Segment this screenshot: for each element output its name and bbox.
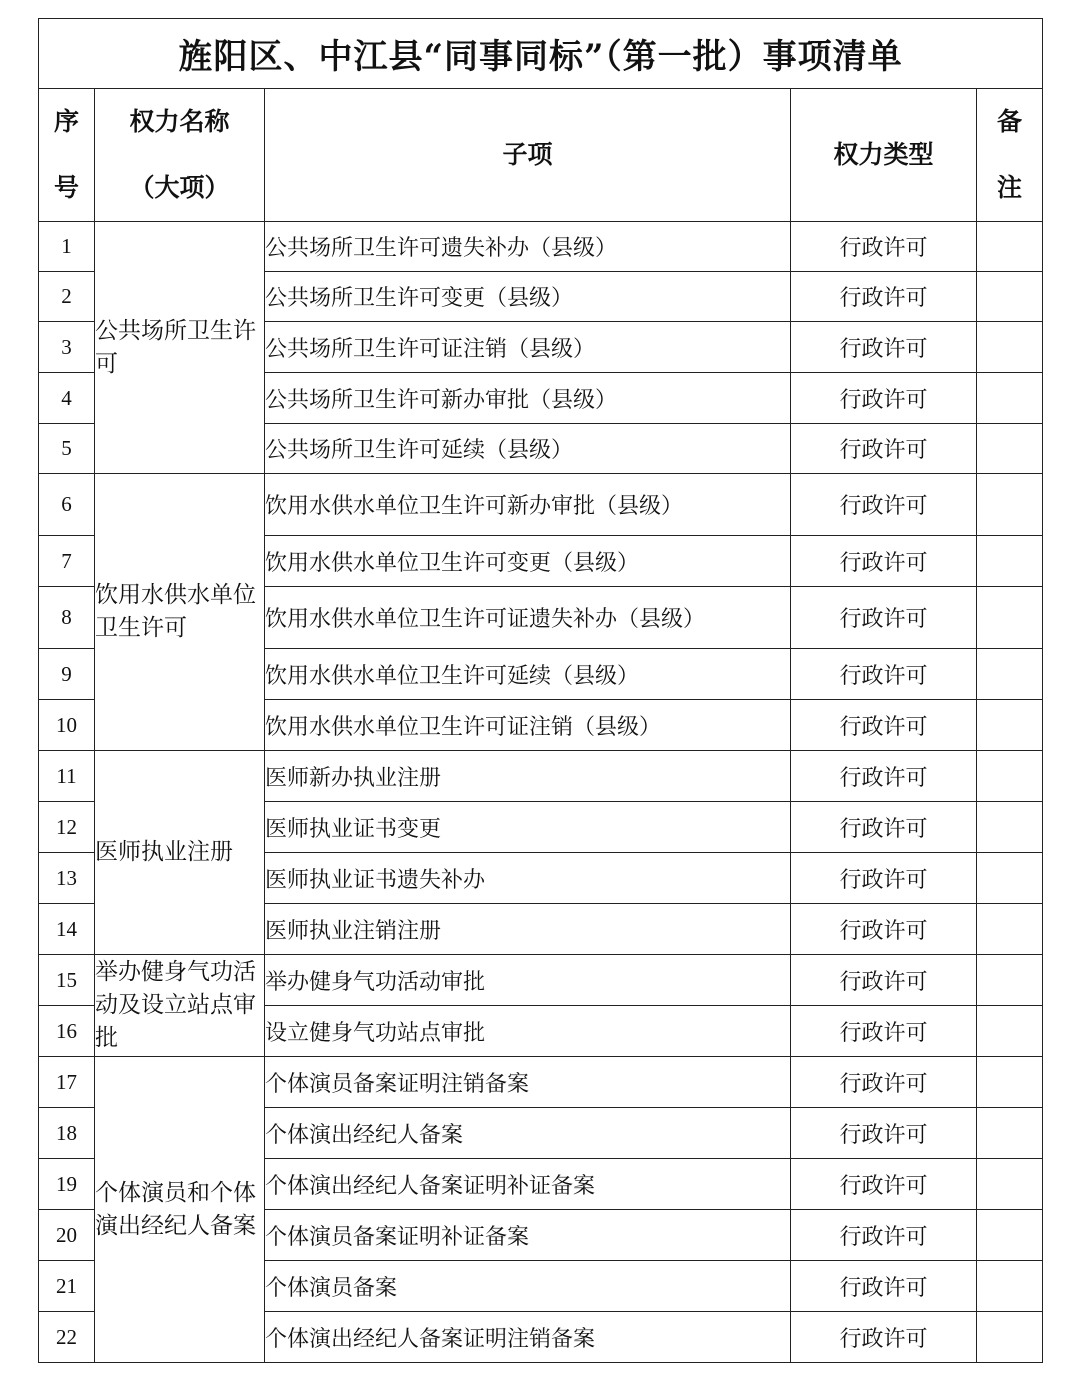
header-power-type: 权力类型: [791, 89, 977, 222]
sub-item-cell: 医师执业证书变更: [265, 802, 791, 853]
note-cell: [977, 587, 1043, 649]
note-cell: [977, 955, 1043, 1006]
item-list-table: [38, 18, 1043, 1363]
table-row: [39, 222, 1043, 272]
power-type-cell: 行政许可: [791, 1159, 977, 1210]
row-seq: 1: [39, 222, 95, 272]
note-cell: [977, 424, 1043, 474]
power-type-cell: 行政许可: [791, 1006, 977, 1057]
power-type-cell: 行政许可: [791, 802, 977, 853]
power-type-cell: 行政许可: [791, 222, 977, 272]
note-cell: [977, 1006, 1043, 1057]
header-sub-item: 子项: [265, 89, 791, 222]
note-cell: [977, 322, 1043, 373]
row-seq: 14: [39, 904, 95, 955]
power-type-cell: 行政许可: [791, 1261, 977, 1312]
header-note-line-2: 注: [997, 173, 1023, 202]
sub-item-cell: 公共场所卫生许可证注销（县级）: [265, 322, 791, 373]
header-seq: [39, 89, 95, 222]
row-seq: 21: [39, 1261, 95, 1312]
row-seq: 20: [39, 1210, 95, 1261]
power-type-cell: 行政许可: [791, 587, 977, 649]
row-seq: 16: [39, 1006, 95, 1057]
power-name-cell: 公共场所卫生许可: [95, 222, 265, 474]
row-seq: 12: [39, 802, 95, 853]
note-cell: [977, 222, 1043, 272]
sub-item-cell: 公共场所卫生许可新办审批（县级）: [265, 373, 791, 424]
power-type-cell: 行政许可: [791, 1108, 977, 1159]
table-row: [39, 1057, 1043, 1108]
sub-item-cell: 公共场所卫生许可遗失补办（县级）: [265, 222, 791, 272]
row-seq: 6: [39, 474, 95, 536]
note-cell: [977, 1261, 1043, 1312]
note-cell: [977, 1057, 1043, 1108]
table-row: [39, 474, 1043, 536]
row-seq: 7: [39, 536, 95, 587]
sub-item-cell: 医师执业证书遗失补办: [265, 853, 791, 904]
row-seq: 17: [39, 1057, 95, 1108]
table-row: [39, 751, 1043, 802]
power-type-cell: 行政许可: [791, 751, 977, 802]
note-cell: [977, 1108, 1043, 1159]
sub-item-cell: 个体演员备案: [265, 1261, 791, 1312]
power-type-cell: 行政许可: [791, 1057, 977, 1108]
power-type-cell: 行政许可: [791, 904, 977, 955]
note-cell: [977, 272, 1043, 322]
note-cell: [977, 1159, 1043, 1210]
row-seq: 9: [39, 649, 95, 700]
power-name-cell: 个体演员和个体演出经纪人备案: [95, 1057, 265, 1363]
note-cell: [977, 802, 1043, 853]
power-type-cell: 行政许可: [791, 424, 977, 474]
row-seq: 5: [39, 424, 95, 474]
note-cell: [977, 751, 1043, 802]
note-cell: [977, 904, 1043, 955]
power-type-cell: 行政许可: [791, 536, 977, 587]
sub-item-cell: 个体演出经纪人备案证明补证备案: [265, 1159, 791, 1210]
sub-item-cell: 个体演出经纪人备案: [265, 1108, 791, 1159]
note-cell: [977, 474, 1043, 536]
power-name-cell: 举办健身气功活动及设立站点审批: [95, 955, 265, 1057]
power-type-cell: 行政许可: [791, 649, 977, 700]
power-type-cell: 行政许可: [791, 1312, 977, 1363]
power-type-cell: 行政许可: [791, 474, 977, 536]
sub-item-cell: 设立健身气功站点审批: [265, 1006, 791, 1057]
table-body: [39, 222, 1043, 1363]
sub-item-cell: 饮用水供水单位卫生许可变更（县级）: [265, 536, 791, 587]
power-type-cell: 行政许可: [791, 955, 977, 1006]
row-seq: 18: [39, 1108, 95, 1159]
sub-item-cell: 饮用水供水单位卫生许可证遗失补办（县级）: [265, 587, 791, 649]
header-power-name: [95, 89, 265, 222]
power-type-cell: 行政许可: [791, 1210, 977, 1261]
row-seq: 2: [39, 272, 95, 322]
row-seq: 10: [39, 700, 95, 751]
note-cell: [977, 536, 1043, 587]
header-power-name-line-2: （大项）: [129, 173, 230, 202]
document-title: 旌阳区、中江县“同事同标”（第一批）事项清单: [39, 19, 1043, 89]
power-type-cell: 行政许可: [791, 853, 977, 904]
power-name-cell: 饮用水供水单位卫生许可: [95, 474, 265, 751]
table-row: [39, 955, 1043, 1006]
row-seq: 19: [39, 1159, 95, 1210]
header-note-line-1: 备: [997, 107, 1023, 136]
row-seq: 22: [39, 1312, 95, 1363]
row-seq: 13: [39, 853, 95, 904]
note-cell: [977, 373, 1043, 424]
sub-item-cell: 个体演出经纪人备案证明注销备案: [265, 1312, 791, 1363]
row-seq: 3: [39, 322, 95, 373]
header-row: [39, 89, 1043, 222]
note-cell: [977, 649, 1043, 700]
power-type-cell: 行政许可: [791, 373, 977, 424]
sub-item-cell: 饮用水供水单位卫生许可延续（县级）: [265, 649, 791, 700]
row-seq: 15: [39, 955, 95, 1006]
sub-item-cell: 公共场所卫生许可变更（县级）: [265, 272, 791, 322]
power-name-cell: 医师执业注册: [95, 751, 265, 955]
header-seq-line-2: 号: [53, 173, 79, 202]
row-seq: 11: [39, 751, 95, 802]
power-type-cell: 行政许可: [791, 272, 977, 322]
header-seq-line-1: 序: [53, 107, 79, 136]
sub-item-cell: 医师新办执业注册: [265, 751, 791, 802]
sub-item-cell: 饮用水供水单位卫生许可新办审批（县级）: [265, 474, 791, 536]
sub-item-cell: 公共场所卫生许可延续（县级）: [265, 424, 791, 474]
note-cell: [977, 1210, 1043, 1261]
note-cell: [977, 1312, 1043, 1363]
header-power-name-line-1: 权力名称: [129, 107, 230, 136]
header-note: [977, 89, 1043, 222]
sub-item-cell: 个体演员备案证明注销备案: [265, 1057, 791, 1108]
power-type-cell: 行政许可: [791, 322, 977, 373]
note-cell: [977, 853, 1043, 904]
sub-item-cell: 饮用水供水单位卫生许可证注销（县级）: [265, 700, 791, 751]
sub-item-cell: 个体演员备案证明补证备案: [265, 1210, 791, 1261]
sub-item-cell: 举办健身气功活动审批: [265, 955, 791, 1006]
power-type-cell: 行政许可: [791, 700, 977, 751]
row-seq: 4: [39, 373, 95, 424]
note-cell: [977, 700, 1043, 751]
sub-item-cell: 医师执业注销注册: [265, 904, 791, 955]
row-seq: 8: [39, 587, 95, 649]
